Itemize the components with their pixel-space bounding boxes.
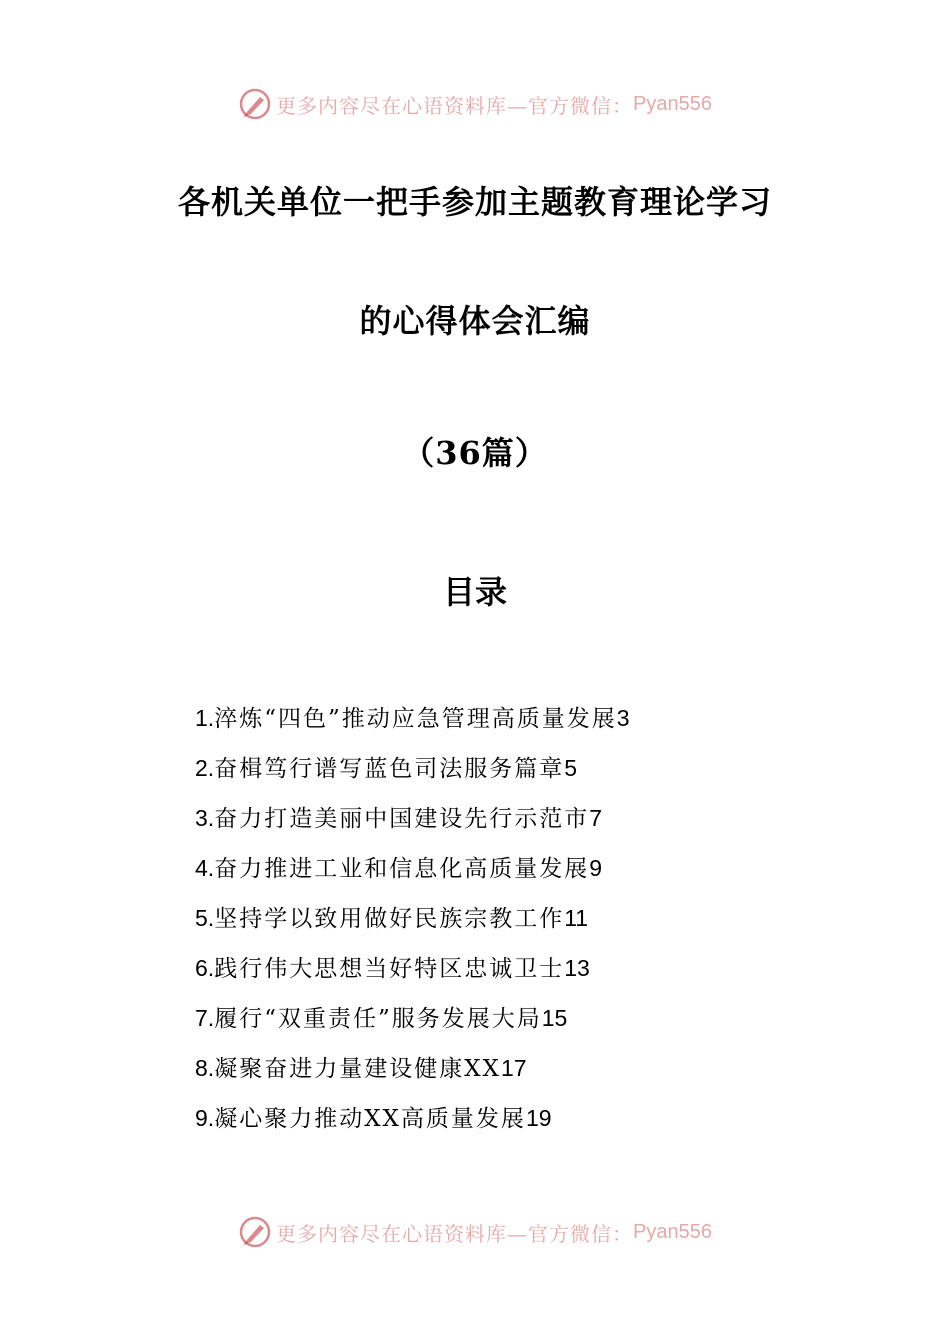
toc-entry[interactable] bbox=[195, 950, 630, 1000]
toc-entry-title: 奋楫笃行谱写蓝色司法服务篇章 bbox=[214, 756, 565, 782]
toc-entry-title: 坚持学以致用做好民族宗教工作 bbox=[214, 906, 565, 932]
pen-logo-icon bbox=[238, 87, 272, 121]
toc-entry-title: 凝聚奋进力量建设健康XX bbox=[214, 1056, 501, 1082]
toc-entry-page: 11 bbox=[564, 905, 589, 931]
toc-entry[interactable] bbox=[195, 1050, 630, 1100]
watermark-slogan: 更多内容尽在心语资料库—官方微信： bbox=[276, 93, 634, 118]
toc-entry-number: 5. bbox=[195, 905, 215, 931]
toc-entry-page: 17 bbox=[500, 1055, 527, 1081]
toc-entry-title: 践行伟大思想当好特区忠诚卫士 bbox=[214, 956, 565, 982]
toc-heading: 目录 bbox=[442, 573, 507, 611]
toc-entry-number: 6. bbox=[195, 955, 215, 981]
toc-entry-title: 履行“双重责任”服务发展大局 bbox=[214, 1006, 542, 1032]
header-watermark bbox=[0, 84, 950, 124]
document-title-line-2: 的心得体会汇编 bbox=[359, 302, 591, 340]
toc-entry-page: 5 bbox=[564, 755, 577, 781]
toc-entry-title: 凝心聚力推动XX高质量发展 bbox=[214, 1106, 526, 1132]
toc-entry-title: 奋力打造美丽中国建设先行示范市 bbox=[214, 806, 590, 832]
toc-entry[interactable] bbox=[195, 800, 630, 850]
toc-entry-page: 19 bbox=[525, 1105, 552, 1131]
toc-entry-title: 奋力推进工业和信息化高质量发展 bbox=[214, 856, 590, 882]
toc-entry-page: 13 bbox=[564, 955, 590, 981]
document-article-count: （36篇） bbox=[402, 434, 548, 472]
toc-entry[interactable] bbox=[195, 700, 630, 750]
toc-entry-number: 1. bbox=[195, 705, 215, 731]
toc-entry[interactable] bbox=[195, 1100, 630, 1150]
toc-entry-page: 3 bbox=[616, 705, 630, 731]
footer-watermark bbox=[0, 1212, 950, 1252]
toc-entry-number: 2. bbox=[195, 755, 215, 781]
watermark-handle: Pyan556 bbox=[633, 1220, 712, 1243]
toc-entry[interactable] bbox=[195, 750, 630, 800]
toc-entry[interactable] bbox=[195, 850, 630, 900]
document-title-line-1: 各机关单位一把手参加主题教育理论学习 bbox=[177, 183, 772, 221]
toc-entry-page: 7 bbox=[589, 805, 602, 831]
watermark-slogan: 更多内容尽在心语资料库—官方微信： bbox=[276, 1221, 634, 1246]
toc-entry-number: 7. bbox=[195, 1005, 215, 1031]
toc-entry-number: 8. bbox=[195, 1055, 215, 1081]
toc-entry[interactable] bbox=[195, 900, 630, 950]
toc-entry-page: 15 bbox=[541, 1005, 568, 1031]
watermark-handle: Pyan556 bbox=[633, 92, 712, 115]
table-of-contents bbox=[195, 700, 630, 1150]
toc-entry-number: 3. bbox=[195, 805, 215, 831]
pen-logo-icon bbox=[238, 1215, 272, 1249]
toc-entry-number: 9. bbox=[195, 1105, 215, 1131]
toc-entry[interactable] bbox=[195, 1000, 630, 1050]
toc-entry-page: 9 bbox=[589, 855, 602, 881]
toc-entry-title: 淬炼“四色”推动应急管理高质量发展 bbox=[214, 706, 617, 732]
toc-entry-number: 4. bbox=[195, 855, 215, 881]
